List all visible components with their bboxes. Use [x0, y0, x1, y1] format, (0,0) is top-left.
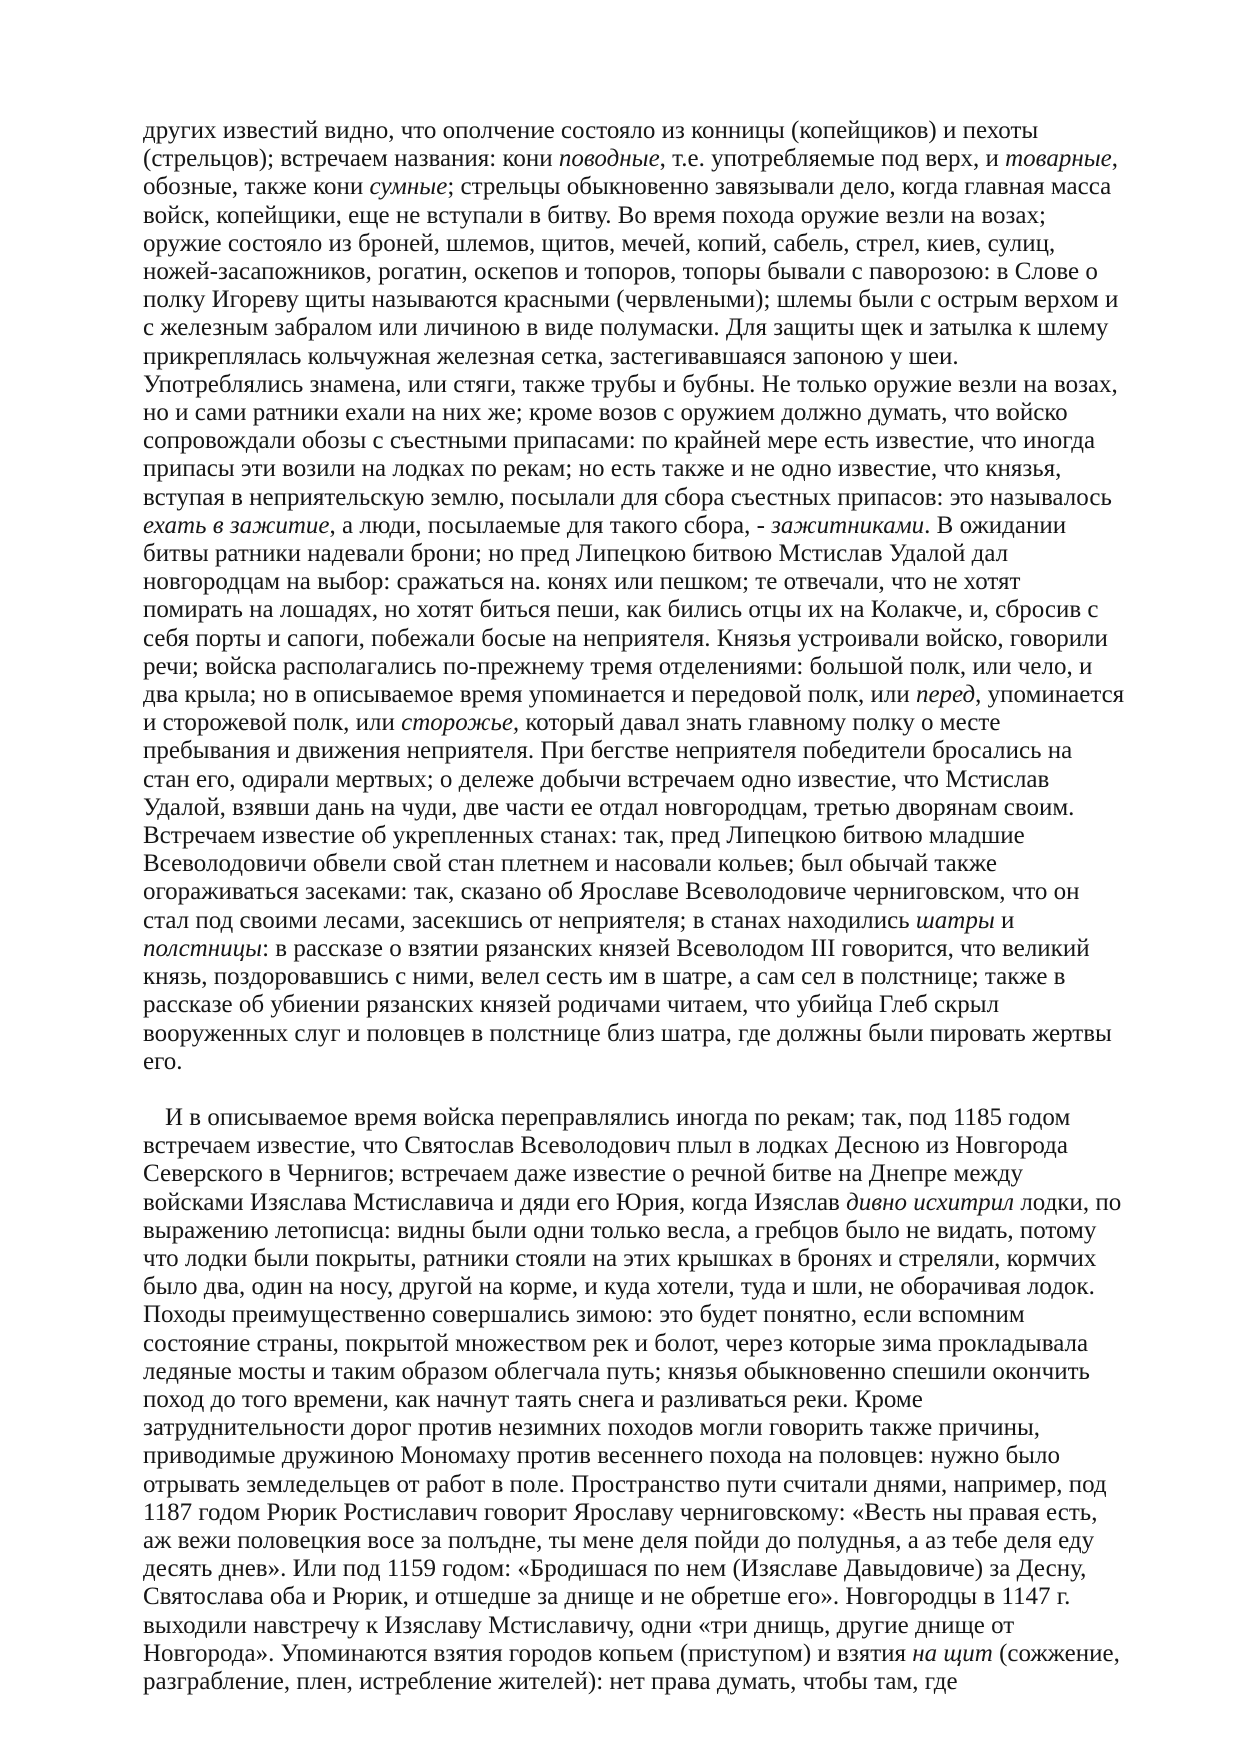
text-run: . В ожидании битвы ратники надевали брони; но пред Липецкою битвою Мстислав Удалой дал новгородцам на выбор: сражаться на. конях или пешком; те отвечали, что не хотят помирать на лошадях, но хотят биться пеши, как бились отцы их на Колакче, и, сбросив с себя порты и сапоги, побежали босые на неприятеля. Князья устроивали войско, говорили речи; войска располагались по-прежнему тремя отделениями: большой полк, или чело, и два крыла; но в описываемое время упоминается и передовой полк, или [143, 511, 1108, 709]
text-run: (сожжение, разграбление, плен, истребление жителей): нет права думать, чтобы там, где [143, 1639, 1120, 1695]
emphasized-text: ехать в зажитие [143, 511, 330, 539]
text-run: который давал знать главному полку о месте пребывания и движения неприятеля. При бегстве неприятеля победители бросались на стан его, одирали мертвых; о дележе добычи встречаем одно известие, что Мстислав Удалой, взявши дань на чуди, две части ее отдал новгородцам, третью дворянам своим. Встречаем известие об укрепленных станах: так, пред Липецкою битвою младшие Всеволодовичи обвели свой стан плетнем и насовали кольев; был обычай также огораживаться засеками: так, сказано об Ярославе Всеволодовиче черниговском, что он стал под своими лесами, засекшись от неприятеля; в станах находились [143, 709, 1080, 934]
text-run: , обозные, также кони [143, 145, 1119, 201]
emphasized-text: поводные [558, 145, 660, 173]
emphasized-text: сторожье, [401, 709, 520, 737]
emphasized-text: дивно исхитрил [846, 1188, 1015, 1216]
text-run: других известий видно, что ополчение состояло из конницы (копейщиков) и пехоты (стрельцов); встречаем названия: кони [143, 117, 1039, 173]
emphasized-text: перед [915, 681, 976, 709]
text-run: лодки, по выражению летописца: видны были одни только весла, а гребцов было не видать, потому что лодки были покрыты, ратники стояли на этих крышках в бронях и стреляли, кормчих было два, один на носу, другой на корме, и куда хотели, туда и шли, не оборачивая лодок. Походы преимущественно совершались зимою: это будет понятно, если вспомним состояние страны, покрытой множеством рек и болот, через которые зима прокладывала ледяные мосты и таким образом облегчала путь; князья обыкновенно спешили окончить поход до того времени, как начнут таять снега и разливаться реки. Кроме затруднительности дорог против незимних походов могли говорить также причины, приводимые дружиною Мономаху против весеннего похода на половцев: нужно было отрывать земледельцев от работ в поле. Пространство пути считали днями, например, под 1187 годом Рюрик Ростиславич говорит Ярославу черниговскому: «Весть ны правая есть, аж вежи половецкия восе за полъдне, ты мене деля пойди до полуднья, а аз тебе деля еду десять днев». Или под 1159 годом: «Бродишася по нем (Изяславе Давыдовиче) за Десну, Святослава оба и Рюрик, и отшедше за днище и не обретше его». Новгородцы в 1147 г. выходили навстречу к Изяславу Мстиславичу, одни «три днищь, другие днище от Новгорода». Упоминаются взятия городов копьем (приступом) и взятия [143, 1188, 1122, 1667]
body-text [143, 117, 1125, 1696]
emphasized-text: зажитниками [771, 511, 925, 539]
emphasized-text: на щит [912, 1639, 993, 1667]
text-run: , упоминается и сторожевой полк, или [143, 681, 1125, 737]
text-run: И в описываемое время войска переправлялись иногда по рекам; так, под 1185 годом встречаем известие, что Святослав Всеволодович плыл в лодках Десною из Новгорода Северского в Чернигов; встречаем даже известие о речной битве на Днепре между войсками Изяслава Мстиславича и дяди его Юрия, когда Изяслав [143, 1103, 1071, 1216]
emphasized-text: сумные [369, 173, 448, 201]
text-run: , т.е. употребляемые под верх, и [659, 145, 1006, 173]
emphasized-text: товарные [1005, 145, 1112, 173]
paragraph-2 [143, 1104, 1125, 1696]
text-run: : в рассказе о взятии рязанских князей Всеволодом III говорится, что великий князь, поздоровавшись с ними, велел сесть им в шатре, а сам сел в полстнице; также в рассказе об убиении рязанских князей родичами читаем, что убийца Глеб скрыл вооруженных слуг и половцев в полстнице близ шатра, где должны были пировать жертвы его. [143, 934, 1112, 1075]
text-run: и [994, 906, 1015, 934]
emphasized-text: шатры [915, 906, 995, 934]
paragraph-1 [143, 117, 1125, 1076]
emphasized-text: полстницы [143, 934, 263, 962]
text-run: , а люди, посылаемые для такого сбора, - [329, 511, 772, 539]
text-run: ; стрельцы обыкновенно завязывали дело, когда главная масса войск, копейщики, еще не вступали в битву. Во время похода оружие везли на возах; оружие состояло из броней, шлемов, щитов, мечей, копий, сабель, стрел, киев, сулиц, ножей-засапожников, рогатин, оскепов и топоров, топоры бывали с паворозою: в Слове о полку Игореву щиты называются красными (червлеными); шлемы были с острым верхом и с железным забралом или личиною в виде полумаски. Для защиты щек и затылка к шлему прикреплялась кольчужная железная сетка, застегивавшаяся запоною у шеи. Употреблялись знамена, или стяги, также трубы и бубны. Не только оружие везли на возах, но и сами ратники ехали на них же; кроме возов с оружием должно думать, что войско сопровождали обозы с съестными припасами: по крайней мере есть известие, что иногда припасы эти возили на лодках по рекам; но есть также и не одно известие, что князья, вступая в неприятельскую землю, посылали для сбора съестных припасов: это называлось [143, 173, 1119, 511]
